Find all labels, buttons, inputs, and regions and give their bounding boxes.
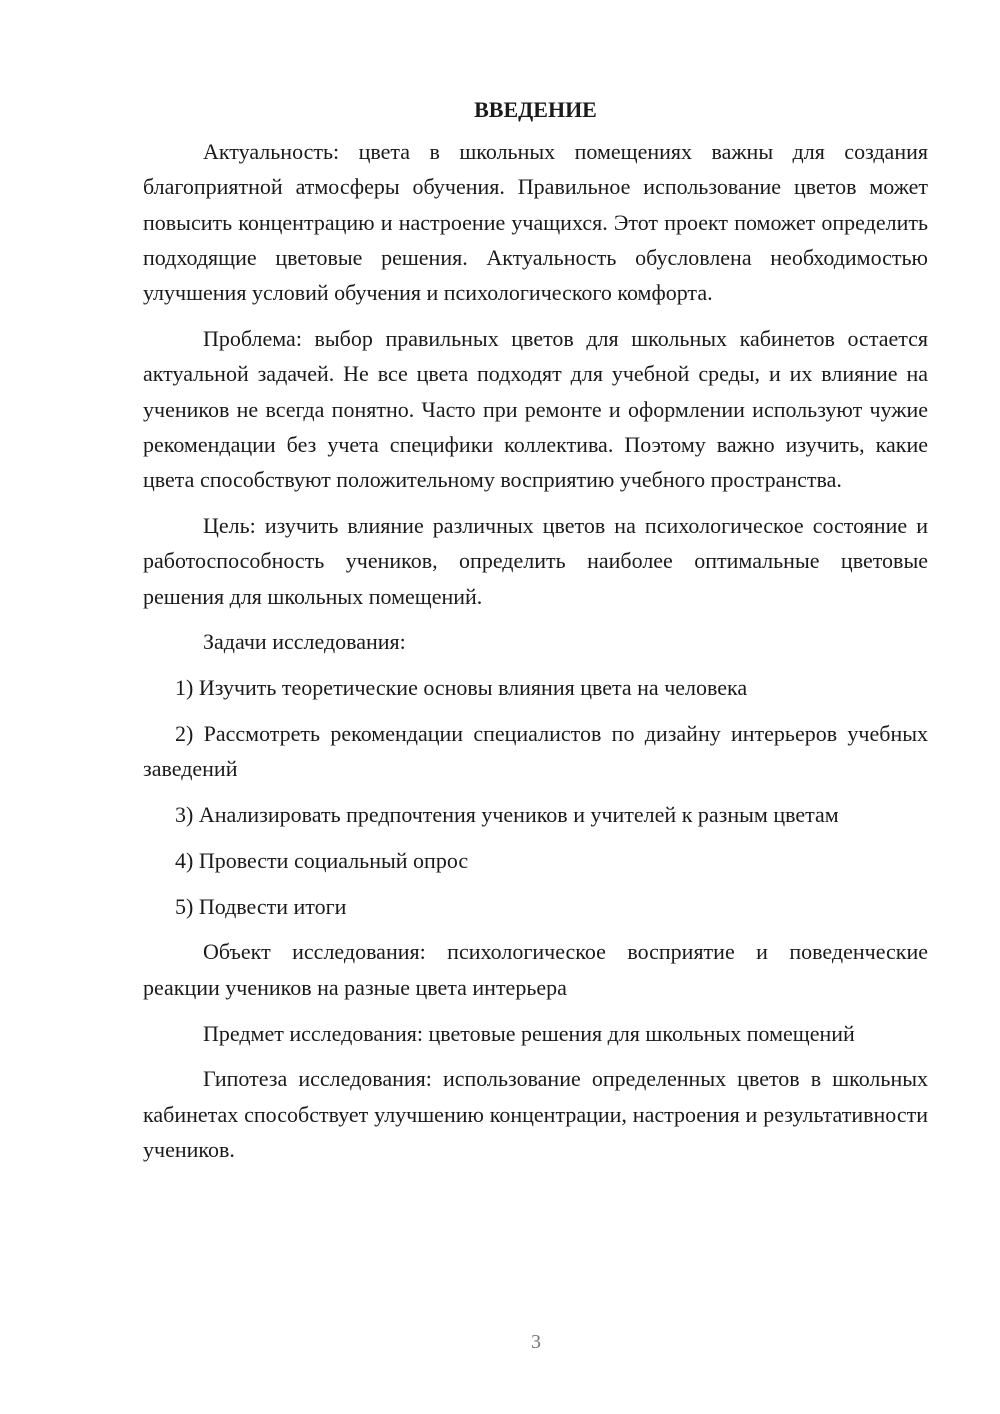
task-item-1: 1) Изучить теоретические основы влияния цвета на человека (175, 675, 748, 701)
relevance-paragraph: Актуальность: цвета в школьных помещениях важны для создания благоприятной атмосферы обучения. Правильное использование цветов может повысить концентрацию и настроение учащихся. Этот проект поможет определить подходящие цветовые решения. Актуальность обусловлена необходимостью улучшения условий обучения и психологического комфорта. (143, 139, 928, 306)
problem-paragraph: Проблема: выбор правильных цветов для школьных кабинетов остается актуальной задачей. Не все цвета подходят для учебной среды, и их влияние на учеников не всегда понятно. Часто при ремонте и оформлении используют чужие рекомендации без учета специфики коллектива. Поэтому важно изучить, какие цвета способствуют положительному восприятию учебного пространства. (143, 325, 928, 493)
task-item-5: 5) Подвести итоги (175, 893, 347, 919)
document-page (143, 90, 928, 1178)
goal-paragraph: Цель: изучить влияние различных цветов на психологическое состояние и работоспособность учеников, определить наиболее оптимальные цветовые решения для школьных помещений. (143, 512, 928, 609)
page-number: 3 (531, 1331, 541, 1353)
tasks-heading: Задачи исследования: (203, 629, 406, 655)
object-paragraph: Объект исследования: психологическое восприятие и поведенческие реакции учеников на разные цвета интерьера (143, 939, 928, 1000)
task-item-3: 3) Анализировать предпочтения учеников и учителей к разным цветам (175, 802, 839, 828)
page-title: ВВЕДЕНИЕ (474, 97, 597, 122)
task-item-4: 4) Провести социальный опрос (175, 847, 469, 873)
task-item-2: 2) Рассмотреть рекомендации специалистов по дизайну интерьеров учебных заведений (143, 720, 928, 782)
subject-paragraph: Предмет исследования: цветовые решения для школьных помещений (203, 1020, 855, 1046)
hypothesis-paragraph: Гипотеза исследования: использование определенных цветов в школьных кабинетах способствует улучшению концентрации, настроения и результативности учеников. (143, 1066, 928, 1162)
